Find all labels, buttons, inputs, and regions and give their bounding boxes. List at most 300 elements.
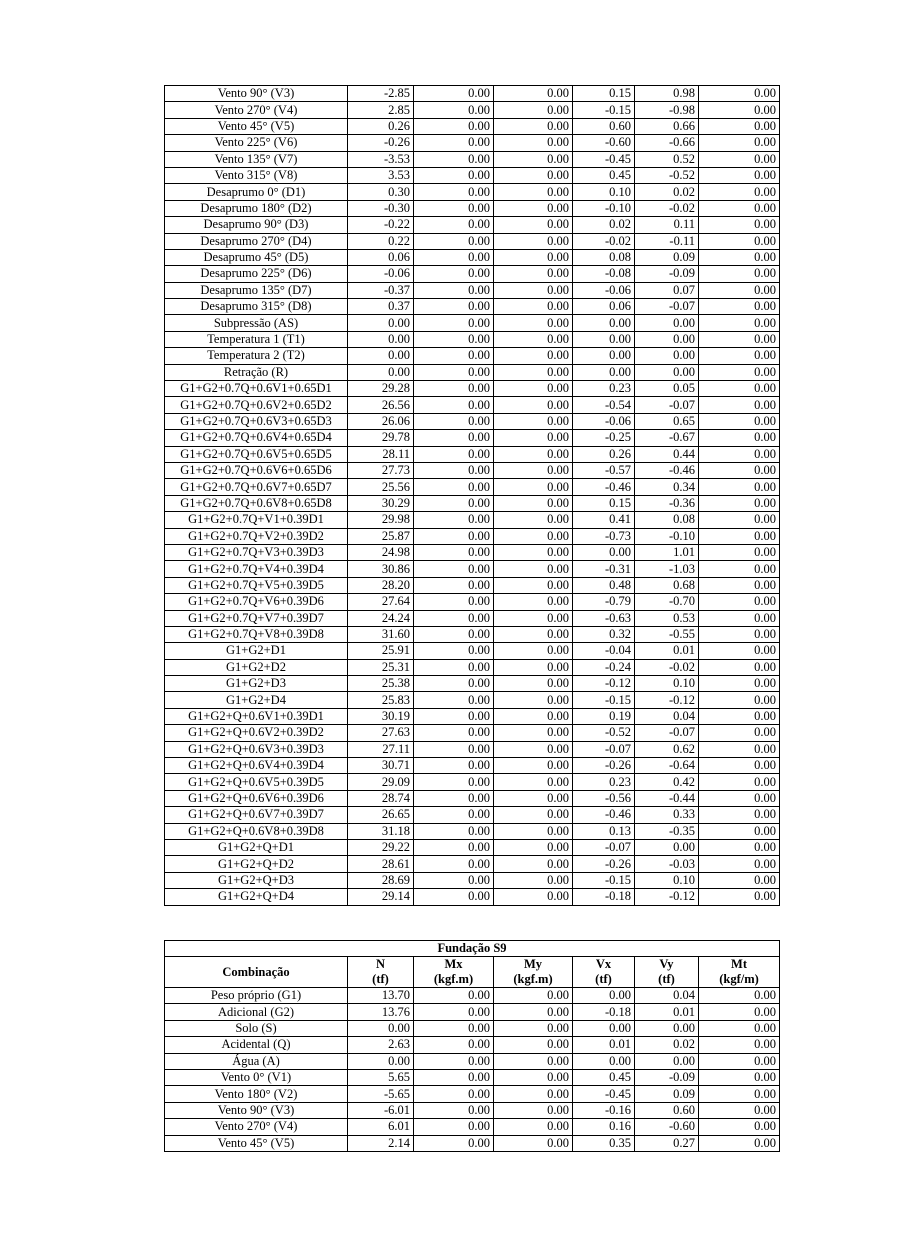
value-cell: 0.00 bbox=[699, 495, 780, 511]
value-cell: 0.10 bbox=[635, 872, 699, 888]
table-row bbox=[165, 708, 780, 724]
column-header-name: Vx bbox=[595, 957, 612, 971]
value-cell: -0.70 bbox=[635, 594, 699, 610]
value-cell: 0.00 bbox=[494, 626, 573, 642]
value-cell: 0.00 bbox=[699, 413, 780, 429]
value-cell: 0.00 bbox=[414, 807, 494, 823]
column-header-unit: (kgf/m) bbox=[719, 972, 759, 986]
value-cell: 0.00 bbox=[414, 790, 494, 806]
combination-cell: G1+G2+0.7Q+V1+0.39D1 bbox=[165, 512, 348, 528]
value-cell: 0.08 bbox=[573, 249, 635, 265]
column-header-unit: (kgf.m) bbox=[433, 972, 474, 986]
value-cell: 0.00 bbox=[699, 577, 780, 593]
value-cell: 0.00 bbox=[494, 348, 573, 364]
value-cell: 0.00 bbox=[494, 1119, 573, 1135]
table-row bbox=[165, 1020, 780, 1036]
value-cell: 0.19 bbox=[573, 708, 635, 724]
value-cell: -0.36 bbox=[635, 495, 699, 511]
value-cell: 0.48 bbox=[573, 577, 635, 593]
combination-cell: G1+G2+Q+0.6V7+0.39D7 bbox=[165, 807, 348, 823]
value-cell: 0.00 bbox=[414, 610, 494, 626]
table-row bbox=[165, 1086, 780, 1102]
value-cell: 0.00 bbox=[699, 774, 780, 790]
combination-cell: Vento 0° (V1) bbox=[165, 1069, 348, 1085]
column-header-name: N bbox=[375, 957, 386, 971]
value-cell: 0.00 bbox=[414, 151, 494, 167]
table-title: Fundação S9 bbox=[165, 941, 780, 957]
value-cell: 0.00 bbox=[699, 331, 780, 347]
value-cell: 0.00 bbox=[414, 462, 494, 478]
value-cell: 26.65 bbox=[348, 807, 414, 823]
value-cell: -0.07 bbox=[635, 725, 699, 741]
table-row bbox=[165, 856, 780, 872]
combination-cell: G1+G2+0.7Q+0.6V6+0.65D6 bbox=[165, 462, 348, 478]
value-cell: 0.00 bbox=[414, 102, 494, 118]
value-cell: 0.44 bbox=[635, 446, 699, 462]
value-cell: 0.00 bbox=[414, 118, 494, 134]
value-cell: -0.06 bbox=[573, 282, 635, 298]
value-cell: 25.31 bbox=[348, 659, 414, 675]
value-cell: 0.00 bbox=[635, 839, 699, 855]
value-cell: 0.00 bbox=[414, 872, 494, 888]
value-cell: 0.00 bbox=[414, 331, 494, 347]
value-cell: 0.00 bbox=[414, 856, 494, 872]
value-cell: -0.06 bbox=[348, 266, 414, 282]
column-header bbox=[635, 957, 699, 988]
value-cell: 0.00 bbox=[348, 348, 414, 364]
column-header bbox=[494, 957, 573, 988]
value-cell: 0.98 bbox=[635, 86, 699, 102]
combination-cell: G1+G2+Q+D2 bbox=[165, 856, 348, 872]
table-header-row bbox=[165, 957, 780, 988]
table-row bbox=[165, 528, 780, 544]
column-header-unit: (tf) bbox=[595, 972, 612, 986]
value-cell: 0.00 bbox=[494, 446, 573, 462]
value-cell: -0.16 bbox=[573, 1102, 635, 1118]
combination-cell: Vento 315° (V8) bbox=[165, 167, 348, 183]
table-row bbox=[165, 692, 780, 708]
value-cell: 0.00 bbox=[699, 118, 780, 134]
value-cell: 0.00 bbox=[699, 1119, 780, 1135]
value-cell: 0.00 bbox=[699, 643, 780, 659]
value-cell: -0.04 bbox=[573, 643, 635, 659]
table-row bbox=[165, 200, 780, 216]
table-row bbox=[165, 512, 780, 528]
table-row bbox=[165, 1053, 780, 1069]
value-cell: -0.15 bbox=[573, 102, 635, 118]
value-cell: 0.13 bbox=[573, 823, 635, 839]
value-cell: 0.00 bbox=[699, 167, 780, 183]
value-cell: 0.16 bbox=[573, 1119, 635, 1135]
table-row bbox=[165, 266, 780, 282]
value-cell: 0.00 bbox=[494, 495, 573, 511]
value-cell: -0.11 bbox=[635, 233, 699, 249]
value-cell: 0.00 bbox=[494, 676, 573, 692]
value-cell: 0.15 bbox=[573, 495, 635, 511]
value-cell: 25.56 bbox=[348, 479, 414, 495]
value-cell: 3.53 bbox=[348, 167, 414, 183]
value-cell: 0.30 bbox=[348, 184, 414, 200]
combination-cell: G1+G2+0.7Q+V5+0.39D5 bbox=[165, 577, 348, 593]
combination-cell: Vento 90° (V3) bbox=[165, 86, 348, 102]
value-cell: 0.00 bbox=[699, 512, 780, 528]
value-cell: 0.00 bbox=[414, 446, 494, 462]
value-cell: 0.02 bbox=[635, 184, 699, 200]
value-cell: -0.18 bbox=[573, 889, 635, 905]
value-cell: -0.52 bbox=[635, 167, 699, 183]
combination-cell: Desaprumo 135° (D7) bbox=[165, 282, 348, 298]
value-cell: -0.37 bbox=[348, 282, 414, 298]
value-cell: 0.00 bbox=[494, 315, 573, 331]
value-cell: 0.00 bbox=[635, 1020, 699, 1036]
value-cell: 30.71 bbox=[348, 758, 414, 774]
value-cell: -0.09 bbox=[635, 1069, 699, 1085]
value-cell: -0.56 bbox=[573, 790, 635, 806]
value-cell: 28.20 bbox=[348, 577, 414, 593]
table-row bbox=[165, 331, 780, 347]
value-cell: -0.03 bbox=[635, 856, 699, 872]
table-row bbox=[165, 364, 780, 380]
value-cell: -0.31 bbox=[573, 561, 635, 577]
table-row bbox=[165, 741, 780, 757]
value-cell: 0.01 bbox=[635, 643, 699, 659]
combination-cell: Vento 225° (V6) bbox=[165, 135, 348, 151]
value-cell: 0.00 bbox=[494, 889, 573, 905]
value-cell: 0.00 bbox=[494, 1053, 573, 1069]
value-cell: 0.00 bbox=[414, 184, 494, 200]
value-cell: 0.00 bbox=[699, 200, 780, 216]
value-cell: 0.27 bbox=[635, 1135, 699, 1151]
value-cell: 0.00 bbox=[414, 364, 494, 380]
combination-cell: Vento 270° (V4) bbox=[165, 102, 348, 118]
value-cell: 0.23 bbox=[573, 381, 635, 397]
combination-cell: G1+G2+0.7Q+V4+0.39D4 bbox=[165, 561, 348, 577]
value-cell: 0.00 bbox=[635, 348, 699, 364]
value-cell: 0.00 bbox=[494, 610, 573, 626]
value-cell: 29.22 bbox=[348, 839, 414, 855]
value-cell: -0.07 bbox=[573, 839, 635, 855]
combination-cell: G1+G2+0.7Q+0.6V7+0.65D7 bbox=[165, 479, 348, 495]
table-row bbox=[165, 479, 780, 495]
value-cell: -0.45 bbox=[573, 1086, 635, 1102]
value-cell: 0.00 bbox=[494, 1102, 573, 1118]
combination-cell: G1+G2+D4 bbox=[165, 692, 348, 708]
value-cell: -0.02 bbox=[573, 233, 635, 249]
value-cell: 0.00 bbox=[699, 381, 780, 397]
value-cell: -0.02 bbox=[635, 659, 699, 675]
combination-cell: G1+G2+0.7Q+V8+0.39D8 bbox=[165, 626, 348, 642]
value-cell: 0.00 bbox=[494, 544, 573, 560]
value-cell: 0.00 bbox=[699, 790, 780, 806]
column-header bbox=[699, 957, 780, 988]
value-cell: 0.00 bbox=[414, 577, 494, 593]
value-cell: 25.91 bbox=[348, 643, 414, 659]
combination-cell: G1+G2+Q+0.6V4+0.39D4 bbox=[165, 758, 348, 774]
value-cell: 0.00 bbox=[414, 1020, 494, 1036]
combination-cell: G1+G2+D1 bbox=[165, 643, 348, 659]
value-cell: -0.26 bbox=[573, 856, 635, 872]
value-cell: 0.00 bbox=[699, 135, 780, 151]
combination-cell: Desaprumo 0° (D1) bbox=[165, 184, 348, 200]
value-cell: 0.00 bbox=[414, 430, 494, 446]
combination-cell: G1+G2+Q+0.6V8+0.39D8 bbox=[165, 823, 348, 839]
value-cell: 0.00 bbox=[699, 708, 780, 724]
value-cell: 0.00 bbox=[699, 348, 780, 364]
value-cell: -0.12 bbox=[573, 676, 635, 692]
foundation-table-body bbox=[165, 988, 780, 1152]
value-cell: 0.00 bbox=[414, 86, 494, 102]
value-cell: 28.74 bbox=[348, 790, 414, 806]
value-cell: 25.83 bbox=[348, 692, 414, 708]
value-cell: 0.11 bbox=[635, 217, 699, 233]
value-cell: 0.00 bbox=[494, 1037, 573, 1053]
value-cell: 0.00 bbox=[414, 200, 494, 216]
table-row bbox=[165, 676, 780, 692]
value-cell: 0.00 bbox=[494, 1020, 573, 1036]
combination-cell: G1+G2+Q+0.6V5+0.39D5 bbox=[165, 774, 348, 790]
value-cell: 29.78 bbox=[348, 430, 414, 446]
table-row bbox=[165, 151, 780, 167]
value-cell: 0.00 bbox=[494, 1135, 573, 1151]
combination-cell: G1+G2+0.7Q+V2+0.39D2 bbox=[165, 528, 348, 544]
value-cell: 0.00 bbox=[414, 988, 494, 1004]
value-cell: 0.00 bbox=[414, 479, 494, 495]
value-cell: 0.26 bbox=[573, 446, 635, 462]
combination-cell: G1+G2+0.7Q+V7+0.39D7 bbox=[165, 610, 348, 626]
table-row bbox=[165, 135, 780, 151]
value-cell: -0.46 bbox=[635, 462, 699, 478]
value-cell: 0.00 bbox=[414, 1053, 494, 1069]
value-cell: 0.23 bbox=[573, 774, 635, 790]
value-cell: 0.06 bbox=[573, 299, 635, 315]
value-cell: 0.00 bbox=[573, 1053, 635, 1069]
value-cell: 0.00 bbox=[494, 462, 573, 478]
value-cell: -0.52 bbox=[573, 725, 635, 741]
value-cell: 0.09 bbox=[635, 249, 699, 265]
combination-cell: G1+G2+D2 bbox=[165, 659, 348, 675]
column-header bbox=[573, 957, 635, 988]
value-cell: -0.30 bbox=[348, 200, 414, 216]
table-row bbox=[165, 315, 780, 331]
value-cell: 0.00 bbox=[414, 1119, 494, 1135]
combination-cell: G1+G2+0.7Q+V3+0.39D3 bbox=[165, 544, 348, 560]
value-cell: 0.00 bbox=[699, 988, 780, 1004]
value-cell: 0.37 bbox=[348, 299, 414, 315]
value-cell: 0.00 bbox=[699, 151, 780, 167]
value-cell: 0.00 bbox=[573, 364, 635, 380]
table-row bbox=[165, 758, 780, 774]
value-cell: 0.00 bbox=[635, 331, 699, 347]
value-cell: 0.00 bbox=[414, 1069, 494, 1085]
table-row bbox=[165, 807, 780, 823]
value-cell: 0.00 bbox=[699, 1020, 780, 1036]
value-cell: 0.00 bbox=[699, 430, 780, 446]
value-cell: 0.00 bbox=[699, 758, 780, 774]
value-cell: -0.35 bbox=[635, 823, 699, 839]
value-cell: 0.00 bbox=[414, 348, 494, 364]
value-cell: 0.00 bbox=[494, 561, 573, 577]
value-cell: 0.00 bbox=[699, 889, 780, 905]
value-cell: -0.12 bbox=[635, 889, 699, 905]
combination-cell: Temperatura 2 (T2) bbox=[165, 348, 348, 364]
value-cell: -0.26 bbox=[348, 135, 414, 151]
table-row bbox=[165, 167, 780, 183]
value-cell: 0.00 bbox=[414, 381, 494, 397]
value-cell: 0.00 bbox=[699, 479, 780, 495]
table-row bbox=[165, 86, 780, 102]
value-cell: 0.00 bbox=[494, 233, 573, 249]
combination-cell: Vento 135° (V7) bbox=[165, 151, 348, 167]
value-cell: 2.14 bbox=[348, 1135, 414, 1151]
table-row bbox=[165, 988, 780, 1004]
value-cell: -0.63 bbox=[573, 610, 635, 626]
value-cell: 0.00 bbox=[494, 331, 573, 347]
value-cell: 0.00 bbox=[699, 282, 780, 298]
value-cell: -0.55 bbox=[635, 626, 699, 642]
value-cell: 0.00 bbox=[414, 217, 494, 233]
value-cell: 0.00 bbox=[699, 807, 780, 823]
value-cell: 0.00 bbox=[348, 364, 414, 380]
value-cell: 28.11 bbox=[348, 446, 414, 462]
combination-cell: Vento 270° (V4) bbox=[165, 1119, 348, 1135]
value-cell: 0.00 bbox=[494, 856, 573, 872]
value-cell: 0.00 bbox=[414, 544, 494, 560]
value-cell: 0.00 bbox=[699, 1004, 780, 1020]
value-cell: 2.63 bbox=[348, 1037, 414, 1053]
value-cell: 0.00 bbox=[573, 988, 635, 1004]
value-cell: 0.00 bbox=[573, 544, 635, 560]
value-cell: 0.00 bbox=[348, 331, 414, 347]
value-cell: 0.00 bbox=[494, 1086, 573, 1102]
combination-cell: Temperatura 1 (T1) bbox=[165, 331, 348, 347]
value-cell: 0.00 bbox=[635, 1053, 699, 1069]
value-cell: 0.68 bbox=[635, 577, 699, 593]
value-cell: 0.00 bbox=[494, 988, 573, 1004]
column-header bbox=[165, 957, 348, 988]
value-cell: 13.70 bbox=[348, 988, 414, 1004]
column-header-unit: (kgf.m) bbox=[513, 972, 553, 986]
value-cell: -0.46 bbox=[573, 479, 635, 495]
table-row bbox=[165, 626, 780, 642]
column-header-name: My bbox=[523, 957, 543, 971]
value-cell: 0.53 bbox=[635, 610, 699, 626]
table-row bbox=[165, 561, 780, 577]
value-cell: 0.00 bbox=[348, 1053, 414, 1069]
value-cell: -0.18 bbox=[573, 1004, 635, 1020]
value-cell: 0.00 bbox=[573, 1020, 635, 1036]
table-row bbox=[165, 643, 780, 659]
value-cell: 6.01 bbox=[348, 1119, 414, 1135]
value-cell: 0.00 bbox=[699, 528, 780, 544]
value-cell: 0.15 bbox=[573, 86, 635, 102]
value-cell: 26.06 bbox=[348, 413, 414, 429]
value-cell: 0.00 bbox=[699, 659, 780, 675]
value-cell: 0.00 bbox=[494, 643, 573, 659]
foundation-s9-table bbox=[164, 940, 780, 1152]
value-cell: -0.07 bbox=[573, 741, 635, 757]
table-row bbox=[165, 659, 780, 675]
value-cell: 5.65 bbox=[348, 1069, 414, 1085]
value-cell: 0.00 bbox=[414, 643, 494, 659]
value-cell: 0.00 bbox=[414, 1135, 494, 1151]
value-cell: 0.00 bbox=[494, 577, 573, 593]
combination-cell: G1+G2+0.7Q+V6+0.39D6 bbox=[165, 594, 348, 610]
combination-cell: G1+G2+Q+D4 bbox=[165, 889, 348, 905]
value-cell: -0.10 bbox=[635, 528, 699, 544]
combination-cell: Vento 45° (V5) bbox=[165, 118, 348, 134]
value-cell: 28.69 bbox=[348, 872, 414, 888]
value-cell: 0.00 bbox=[494, 1004, 573, 1020]
value-cell: 0.00 bbox=[699, 184, 780, 200]
value-cell: 0.00 bbox=[699, 692, 780, 708]
value-cell: 0.00 bbox=[414, 774, 494, 790]
value-cell: 26.56 bbox=[348, 397, 414, 413]
combination-cell: Adicional (G2) bbox=[165, 1004, 348, 1020]
value-cell: -0.22 bbox=[348, 217, 414, 233]
table-row bbox=[165, 249, 780, 265]
value-cell: 0.00 bbox=[494, 872, 573, 888]
value-cell: 0.00 bbox=[699, 544, 780, 560]
value-cell: 0.01 bbox=[573, 1037, 635, 1053]
value-cell: 0.42 bbox=[635, 774, 699, 790]
value-cell: 0.00 bbox=[414, 594, 494, 610]
value-cell: 0.04 bbox=[635, 708, 699, 724]
column-header bbox=[414, 957, 494, 988]
value-cell: 0.00 bbox=[414, 889, 494, 905]
column-header-name: Mt bbox=[731, 957, 747, 971]
value-cell: -0.25 bbox=[573, 430, 635, 446]
value-cell: 0.00 bbox=[494, 839, 573, 855]
value-cell: 0.02 bbox=[573, 217, 635, 233]
value-cell: 0.00 bbox=[494, 512, 573, 528]
table-row bbox=[165, 413, 780, 429]
value-cell: -0.09 bbox=[635, 266, 699, 282]
combination-cell: G1+G2+Q+D1 bbox=[165, 839, 348, 855]
value-cell: 29.28 bbox=[348, 381, 414, 397]
value-cell: 0.00 bbox=[414, 135, 494, 151]
value-cell: 27.64 bbox=[348, 594, 414, 610]
table-row bbox=[165, 889, 780, 905]
value-cell: -0.07 bbox=[635, 299, 699, 315]
value-cell: 0.00 bbox=[414, 561, 494, 577]
value-cell: 0.00 bbox=[494, 708, 573, 724]
value-cell: 0.00 bbox=[414, 282, 494, 298]
value-cell: 27.63 bbox=[348, 725, 414, 741]
table-row bbox=[165, 594, 780, 610]
value-cell: 0.00 bbox=[699, 1086, 780, 1102]
combination-cell: Peso próprio (G1) bbox=[165, 988, 348, 1004]
combination-cell: G1+G2+0.7Q+0.6V3+0.65D3 bbox=[165, 413, 348, 429]
table-row bbox=[165, 790, 780, 806]
value-cell: 24.98 bbox=[348, 544, 414, 560]
value-cell: 0.00 bbox=[414, 167, 494, 183]
value-cell: 0.00 bbox=[494, 741, 573, 757]
value-cell: 30.86 bbox=[348, 561, 414, 577]
value-cell: 0.00 bbox=[699, 676, 780, 692]
value-cell: 0.00 bbox=[699, 626, 780, 642]
combination-cell: G1+G2+D3 bbox=[165, 676, 348, 692]
column-header-name: Combinação bbox=[222, 964, 290, 979]
table-row bbox=[165, 217, 780, 233]
value-cell: 0.00 bbox=[699, 561, 780, 577]
combination-cell: Vento 45° (V5) bbox=[165, 1135, 348, 1151]
value-cell: -0.73 bbox=[573, 528, 635, 544]
value-cell: 0.00 bbox=[494, 758, 573, 774]
table-row bbox=[165, 495, 780, 511]
value-cell: 24.24 bbox=[348, 610, 414, 626]
value-cell: 0.00 bbox=[699, 86, 780, 102]
value-cell: 0.00 bbox=[699, 1053, 780, 1069]
